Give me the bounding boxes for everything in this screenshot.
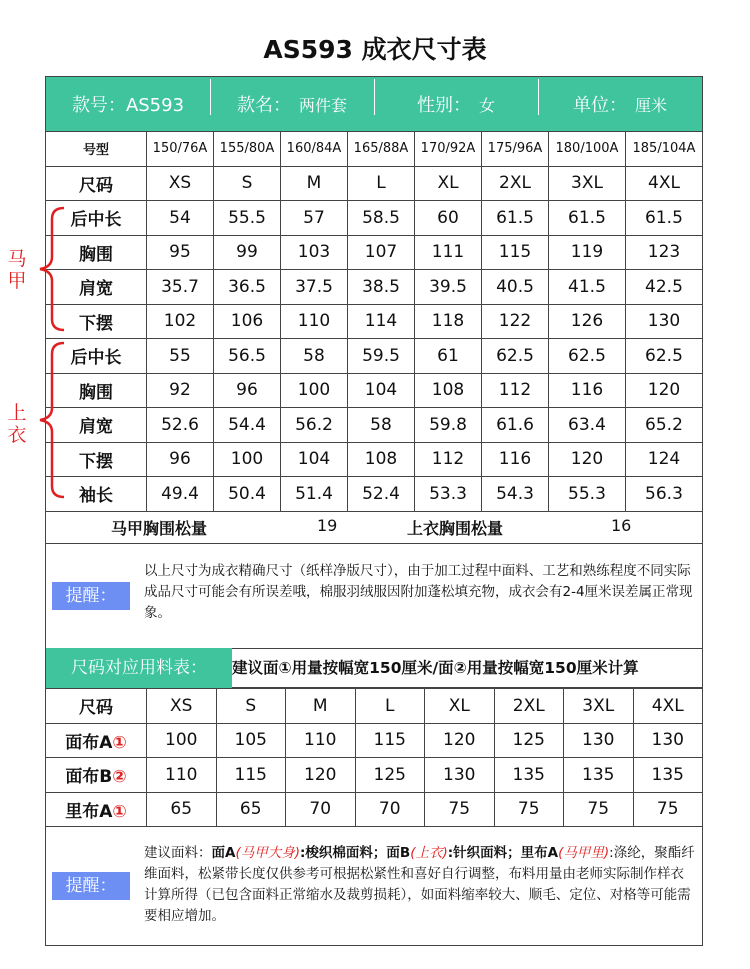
measure-value: 39.5	[415, 270, 482, 305]
fabric-value: 75	[425, 792, 495, 827]
measure-value: 61.5	[549, 201, 626, 236]
top-ease-label: 上衣胸围松量	[407, 519, 504, 538]
top-group-text: 上衣	[7, 402, 27, 446]
fabric-label-mark: ①	[112, 801, 127, 822]
model-cell: 185/104A	[625, 132, 702, 167]
style-no-label: 款号：	[71, 95, 126, 116]
measure-value: 63.4	[549, 408, 626, 443]
vest-measure-row	[46, 235, 703, 270]
fabric-b-text: :针织面料；	[447, 845, 521, 861]
measure-value: 50.4	[214, 477, 281, 512]
measure-value: 54.4	[214, 408, 281, 443]
reminder-text-1: 以上尺寸为成衣精确尺寸（纸样净版尺寸），由于加工过程中面料、工艺和熟练程度不同实际成品尺寸可能会有所误差哦，棉服羽绒服因附加蓬松填充物，成衣会有2-4厘米误差属正常现象。	[144, 563, 693, 621]
reminder-button-1[interactable]: 提醒：	[52, 582, 130, 610]
gender-value: 女	[478, 96, 495, 115]
measure-value: 41.5	[549, 270, 626, 305]
reminder-button-2[interactable]: 提醒：	[52, 872, 130, 900]
measure-value: 114	[348, 304, 415, 339]
fabric-value: 110	[286, 723, 356, 758]
measure-value: 53.3	[415, 477, 482, 512]
size-header: 尺码	[46, 166, 147, 201]
measure-value: 108	[415, 373, 482, 408]
measure-label: 胸围	[46, 373, 147, 408]
style-no-value: AS593	[125, 95, 185, 116]
measure-value: 42.5	[625, 270, 702, 305]
measure-value: 65.2	[625, 408, 702, 443]
measure-value: 116	[549, 373, 626, 408]
fabric-size-cell: L	[355, 689, 425, 724]
fabric-value: 75	[494, 792, 564, 827]
measure-value: 106	[214, 304, 281, 339]
measure-value: 59.5	[348, 339, 415, 374]
measure-value: 58.5	[348, 201, 415, 236]
measure-value: 96	[147, 442, 214, 477]
fabric-a-label: 面A	[211, 845, 236, 861]
top-group-label	[7, 402, 27, 446]
measure-value: 120	[625, 373, 702, 408]
fabric-value: 125	[494, 723, 564, 758]
fabric-row	[46, 758, 703, 793]
measure-value: 52.4	[348, 477, 415, 512]
measure-value: 111	[415, 235, 482, 270]
fabric-value: 120	[286, 758, 356, 793]
measure-value: 126	[549, 304, 626, 339]
gender-cell	[374, 91, 538, 117]
measure-value: 95	[147, 235, 214, 270]
lining-a-note: (马甲里)	[558, 845, 610, 861]
measure-value: 112	[482, 373, 549, 408]
measure-value: 51.4	[281, 477, 348, 512]
reminder-text-2	[144, 843, 696, 927]
measure-value: 104	[281, 442, 348, 477]
style-name-value: 两件套	[298, 96, 347, 115]
measure-value: 130	[625, 304, 702, 339]
measure-value: 38.5	[348, 270, 415, 305]
fabric-value: 65	[147, 792, 217, 827]
size-table	[45, 131, 703, 512]
measure-value: 92	[147, 373, 214, 408]
material-heading: 尺码对应用料表：	[46, 648, 232, 688]
measure-value: 35.7	[147, 270, 214, 305]
measure-value: 55.5	[214, 201, 281, 236]
fabric-value: 130	[425, 758, 495, 793]
measure-value: 124	[625, 442, 702, 477]
fabric-a-note: (马甲大身)	[235, 845, 300, 861]
measure-value: 115	[482, 235, 549, 270]
fabric-value: 135	[564, 758, 634, 793]
measure-value: 58	[348, 408, 415, 443]
fabric-size-cell: M	[286, 689, 356, 724]
fabric-value: 65	[216, 792, 286, 827]
fabric-size-row	[46, 689, 703, 724]
model-header: 号型	[46, 132, 147, 167]
measure-value: 55	[147, 339, 214, 374]
ease-row	[45, 509, 703, 544]
fabric-value: 115	[355, 723, 425, 758]
model-cell: 150/76A	[147, 132, 214, 167]
top-brace-icon	[30, 340, 66, 500]
measure-value: 96	[214, 373, 281, 408]
fabric-row	[46, 723, 703, 758]
fabric-value: 135	[633, 758, 703, 793]
measure-value: 61	[415, 339, 482, 374]
fabric-b-label: 面B	[386, 845, 411, 861]
measure-label: 后中长	[46, 201, 147, 236]
unit-value: 厘米	[634, 96, 667, 115]
model-cell: 180/100A	[549, 132, 626, 167]
measure-value: 61.6	[482, 408, 549, 443]
fabric-notes-rest: :涤纶，聚酯纤维面料，松紧带长度仅供参考可根据松紧性和喜好自行调整，布料用量由老师实际制作样衣计算所得（已包含面料正常缩水及裁剪损耗），如面料缩率较大、顺毛、定位、对格等可能需要相应增加。	[144, 845, 695, 924]
material-description: 建议面①用量按幅宽150厘米/面②用量按幅宽150厘米计算	[232, 659, 639, 677]
measure-value: 120	[549, 442, 626, 477]
fabric-a-text: :梭织棉面料；	[300, 845, 387, 861]
measure-value: 37.5	[281, 270, 348, 305]
measure-value: 122	[482, 304, 549, 339]
fabric-value: 70	[286, 792, 356, 827]
measure-value: 99	[214, 235, 281, 270]
measure-value: 57	[281, 201, 348, 236]
lining-a-label: 里布A	[520, 845, 559, 861]
measure-value: 102	[147, 304, 214, 339]
measure-value: 107	[348, 235, 415, 270]
unit-label: 单位：	[572, 95, 627, 116]
fabric-size-cell: 4XL	[633, 689, 703, 724]
vest-group-label	[7, 248, 27, 292]
measure-value: 40.5	[482, 270, 549, 305]
size-cell: 2XL	[482, 166, 549, 201]
fabric-size-cell: XS	[147, 689, 217, 724]
size-cell: 3XL	[549, 166, 626, 201]
fabric-suggestion-label: 建议面料：	[144, 845, 212, 861]
model-cell: 160/84A	[281, 132, 348, 167]
measure-value: 61.5	[482, 201, 549, 236]
measure-value: 49.4	[147, 477, 214, 512]
measure-value: 36.5	[214, 270, 281, 305]
size-cell: S	[214, 166, 281, 201]
measure-value: 56.2	[281, 408, 348, 443]
unit-cell	[538, 91, 702, 117]
measure-label: 肩宽	[46, 270, 147, 305]
fabric-b-note: (上衣)	[410, 845, 448, 861]
fabric-value: 100	[147, 723, 217, 758]
measure-value: 62.5	[482, 339, 549, 374]
measure-value: 56.3	[625, 477, 702, 512]
vest-measure-row	[46, 201, 703, 236]
fabric-label	[46, 723, 147, 758]
fabric-label-text: 面布B	[65, 767, 113, 788]
measure-value: 55.3	[549, 477, 626, 512]
style-name-label: 款名：	[236, 95, 291, 116]
top-measure-row	[46, 373, 703, 408]
fabric-value: 130	[564, 723, 634, 758]
header-bar	[46, 77, 702, 131]
model-cell: 170/92A	[415, 132, 482, 167]
model-cell: 155/80A	[214, 132, 281, 167]
measure-label: 后中长	[46, 339, 147, 374]
top-measure-row	[46, 408, 703, 443]
size-cell: 4XL	[625, 166, 702, 201]
top-measure-row	[46, 477, 703, 512]
measure-label: 肩宽	[46, 408, 147, 443]
vest-measure-row	[46, 304, 703, 339]
top-measure-row	[46, 339, 703, 374]
measure-value: 100	[281, 373, 348, 408]
vest-ease-value: 19	[317, 516, 338, 535]
size-row	[46, 166, 703, 201]
fabric-label	[46, 792, 147, 827]
style-no-cell	[46, 91, 210, 117]
measure-value: 112	[415, 442, 482, 477]
fabric-value: 75	[633, 792, 703, 827]
vest-group-text: 马甲	[7, 248, 27, 292]
measure-value: 52.6	[147, 408, 214, 443]
fabric-label-text: 里布A	[65, 801, 113, 822]
size-cell: M	[281, 166, 348, 201]
fabric-size-header: 尺码	[46, 689, 147, 724]
measure-value: 119	[549, 235, 626, 270]
measure-value: 54.3	[482, 477, 549, 512]
fabric-value: 120	[425, 723, 495, 758]
fabric-value: 70	[355, 792, 425, 827]
measure-value: 123	[625, 235, 702, 270]
fabric-label-text: 面布A	[65, 732, 113, 753]
measure-value: 62.5	[549, 339, 626, 374]
fabric-value: 130	[633, 723, 703, 758]
measure-label: 下摆	[46, 304, 147, 339]
measure-value: 60	[415, 201, 482, 236]
fabric-size-cell: 3XL	[564, 689, 634, 724]
measure-value: 116	[482, 442, 549, 477]
top-ease-value: 16	[611, 516, 632, 535]
fabric-size-cell: 2XL	[494, 689, 564, 724]
model-cell: 175/96A	[482, 132, 549, 167]
style-name-cell	[210, 91, 374, 117]
fabric-value: 135	[494, 758, 564, 793]
size-cell: XL	[415, 166, 482, 201]
measure-value: 118	[415, 304, 482, 339]
fabric-value: 125	[355, 758, 425, 793]
size-cell: XS	[147, 166, 214, 201]
fabric-value: 75	[564, 792, 634, 827]
fabric-size-cell: XL	[425, 689, 495, 724]
measure-label: 下摆	[46, 442, 147, 477]
vest-ease-label: 马甲胸围松量	[111, 519, 208, 538]
model-row	[46, 132, 703, 167]
fabric-label-mark: ②	[112, 767, 127, 788]
measure-value: 62.5	[625, 339, 702, 374]
measure-value: 110	[281, 304, 348, 339]
vest-measure-row	[46, 270, 703, 305]
top-measure-row	[46, 442, 703, 477]
measure-label: 袖长	[46, 477, 147, 512]
fabric-table	[45, 688, 703, 827]
measure-value: 100	[214, 442, 281, 477]
fabric-label-mark: ①	[112, 732, 127, 753]
measure-value: 58	[281, 339, 348, 374]
measure-value: 56.5	[214, 339, 281, 374]
fabric-label	[46, 758, 147, 793]
measure-label: 胸围	[46, 235, 147, 270]
size-cell: L	[348, 166, 415, 201]
fabric-value: 105	[216, 723, 286, 758]
measure-value: 59.8	[415, 408, 482, 443]
fabric-row	[46, 792, 703, 827]
fabric-value: 115	[216, 758, 286, 793]
fabric-size-cell: S	[216, 689, 286, 724]
model-cell: 165/88A	[348, 132, 415, 167]
gender-label: 性别：	[416, 95, 471, 116]
measure-value: 104	[348, 373, 415, 408]
measure-value: 103	[281, 235, 348, 270]
fabric-value: 110	[147, 758, 217, 793]
vest-brace-icon	[30, 205, 66, 333]
measure-value: 54	[147, 201, 214, 236]
page-title: AS593 成衣尺寸表	[263, 35, 487, 64]
measure-value: 108	[348, 442, 415, 477]
measure-value: 61.5	[625, 201, 702, 236]
